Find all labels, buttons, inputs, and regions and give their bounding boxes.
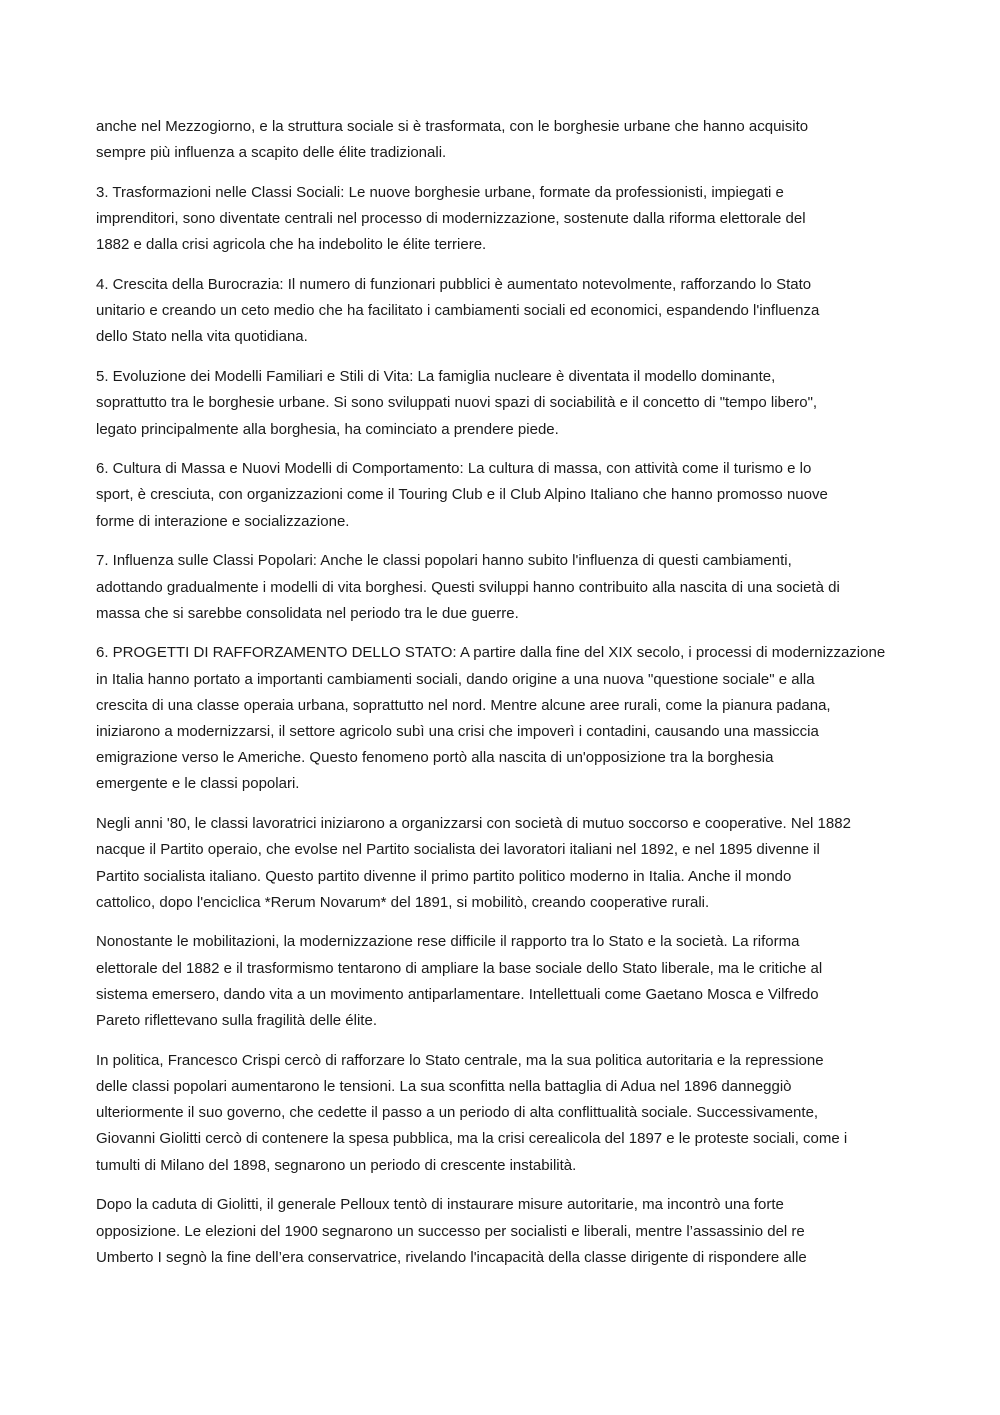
text-line: elettorale del 1882 e il trasformismo tentarono di ampliare la base sociale dello Stato liberale, ma le critiche al xyxy=(96,959,823,977)
text-line: forme di interazione e socializzazione. xyxy=(96,512,350,530)
paragraph xyxy=(96,1048,904,1179)
text-line: 4. Crescita della Burocrazia: Il numero di funzionari pubblici è aumentato notevolmente, rafforzando lo Stato xyxy=(96,276,812,294)
text-line: ulteriormente il suo governo, che cedette il passo a un periodo di alta conflittualità sociale. Successivamente, xyxy=(96,1104,819,1122)
text-line: 6. PROGETTI DI RAFFORZAMENTO DELLO STATO: A partire dalla fine del XIX secolo, i processi di modernizzazione xyxy=(96,644,886,662)
text-line: unitario e creando un ceto medio che ha facilitato i cambiamenti sociali ed economici, espandendo l'influenza xyxy=(96,302,820,320)
text-line: Dopo la caduta di Giolitti, il generale Pelloux tentò di instaurare misure autoritarie, ma incontrò una forte xyxy=(96,1196,784,1214)
paragraph xyxy=(96,640,904,797)
text-line: 6. Cultura di Massa e Nuovi Modelli di Comportamento: La cultura di massa, con attività come il turismo e lo xyxy=(96,460,812,478)
text-line: sempre più influenza a scapito delle élite tradizionali. xyxy=(96,144,447,162)
text-line: imprenditori, sono diventate centrali nel processo di modernizzazione, sostenute dalla riforma elettorale del xyxy=(96,210,806,228)
text-line: Giovanni Giolitti cercò di contenere la spesa pubblica, ma la crisi cerealicola del 1897 e le proteste sociali, come i xyxy=(96,1130,848,1148)
text-line: legato principalmente alla borghesia, ha cominciato a prendere piede. xyxy=(96,420,559,438)
text-line: iniziarono a modernizzarsi, il settore agricolo subì una crisi che impoverì i contadini, causando una massiccia xyxy=(96,723,819,741)
text-line: 5. Evoluzione dei Modelli Familiari e Stili di Vita: La famiglia nucleare è diventata il modello dominante, xyxy=(96,368,776,386)
text-line: emigrazione verso le Americhe. Questo fenomeno portò alla nascita di un'opposizione tra la borghesia xyxy=(96,749,774,767)
text-line: opposizione. Le elezioni del 1900 segnarono un successo per socialisti e liberali, mentre l’assassinio del re xyxy=(96,1222,805,1240)
paragraph xyxy=(96,456,904,535)
text-line: In politica, Francesco Crispi cercò di rafforzare lo Stato centrale, ma la sua politica autoritaria e la repressione xyxy=(96,1051,824,1069)
text-line: Negli anni '80, le classi lavoratrici iniziarono a organizzarsi con società di mutuo soccorso e cooperative. Nel 1882 xyxy=(96,815,851,833)
paragraph xyxy=(96,929,904,1034)
text-line: 7. Influenza sulle Classi Popolari: Anche le classi popolari hanno subito l'influenza di questi cambiamenti, xyxy=(96,552,792,570)
text-line: delle classi popolari aumentarono le tensioni. La sua sconfitta nella battaglia di Adua nel 1896 danneggiò xyxy=(96,1078,792,1095)
text-line: dello Stato nella vita quotidiana. xyxy=(96,328,308,346)
text-line: Partito socialista italiano. Questo partito divenne il primo partito politico moderno in Italia. Anche il mondo xyxy=(96,867,792,885)
text-line: massa che si sarebbe consolidata nel periodo tra le due guerre. xyxy=(96,604,519,622)
paragraph xyxy=(96,364,904,443)
text-line: sport, è cresciuta, con organizzazioni come il Touring Club e il Club Alpino Italiano che hanno promosso nuove xyxy=(96,486,828,504)
text-line: tumulti di Milano del 1898, segnarono un periodo di crescente instabilità. xyxy=(96,1156,577,1174)
text-line: adottando gradualmente i modelli di vita borghesi. Questi sviluppi hanno contribuito alla nascita di una società di xyxy=(96,578,840,596)
paragraph xyxy=(96,114,904,166)
text-line: nacque il Partito operaio, che evolse nel Partito socialista dei lavoratori italiani nel 1892, e nel 1895 divenne il xyxy=(96,841,820,859)
text-line: sistema emersero, dando vita a un movimento antiparlamentare. Intellettuali come Gaetano Mosca e Vilfredo xyxy=(96,985,819,1003)
text-line: Nonostante le mobilitazioni, la modernizzazione rese difficile il rapporto tra lo Stato e la società. La riforma xyxy=(96,933,800,951)
text-line: in Italia hanno portato a importanti cambiamenti sociali, dando origine a una nuova "questione sociale" e alla xyxy=(96,670,815,688)
text-line: 1882 e dalla crisi agricola che ha indebolito le élite terriere. xyxy=(96,236,487,254)
paragraph xyxy=(96,272,904,351)
text-line: 3. Trasformazioni nelle Classi Sociali: Le nuove borghesie urbane, formate da professionisti, impiegati e xyxy=(96,183,784,201)
text-line: Pareto riflettevano sulla fragilità delle élite. xyxy=(96,1012,377,1030)
text-line: cattolico, dopo l'enciclica *Rerum Novarum* del 1891, si mobilitò, creando cooperative rurali. xyxy=(96,893,710,911)
paragraph xyxy=(96,548,904,627)
paragraph xyxy=(96,1192,904,1271)
document-body xyxy=(96,114,904,1271)
text-line: Umberto I segnò la fine dell’era conservatrice, rivelando l'incapacità della classe dirigente di rispondere alle xyxy=(96,1248,807,1266)
text-line: anche nel Mezzogiorno, e la struttura sociale si è trasformata, con le borghesie urbane che hanno acquisito xyxy=(96,118,809,135)
text-line: soprattutto tra le borghesie urbane. Si sono sviluppati nuovi spazi di sociabilità e il concetto di "tempo libero", xyxy=(96,394,818,412)
text-line: emergente e le classi popolari. xyxy=(96,775,300,793)
text-line: crescita di una classe operaia urbana, soprattutto nel nord. Mentre alcune aree rurali, come la pianura padana, xyxy=(96,696,831,714)
paragraph xyxy=(96,180,904,259)
paragraph xyxy=(96,811,904,916)
